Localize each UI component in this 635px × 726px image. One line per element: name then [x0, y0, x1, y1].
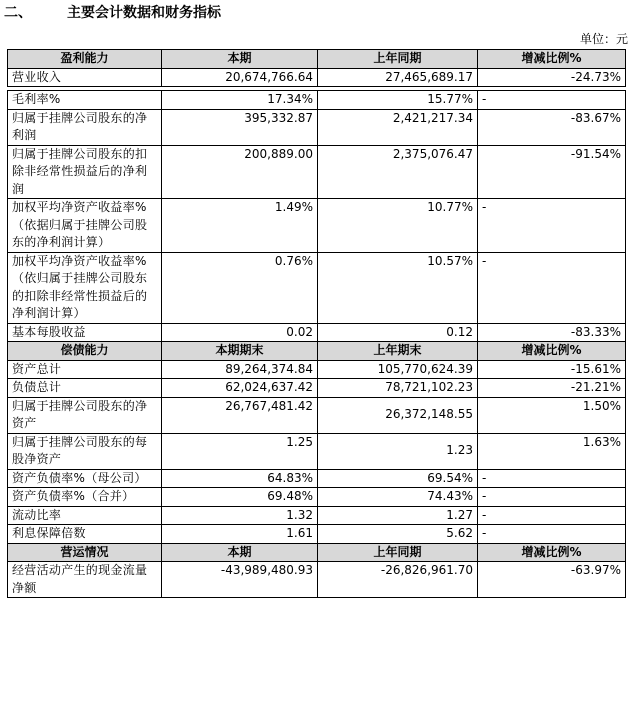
current-value: 62,024,637.42	[162, 379, 318, 398]
header-cell: 上年期末	[318, 342, 478, 361]
previous-value: 10.77%	[318, 199, 478, 253]
header-cell: 上年同期	[318, 50, 478, 69]
current-value: 69.48%	[162, 488, 318, 507]
change-value: 1.63%	[478, 433, 626, 469]
change-value: -91.54%	[478, 145, 626, 199]
table-row	[8, 252, 626, 323]
previous-value: 5.62	[318, 525, 478, 544]
current-value: 26,767,481.42	[162, 397, 318, 433]
row-label: 营业收入	[8, 68, 162, 87]
table-row	[8, 68, 626, 87]
row-label: 利息保障倍数	[8, 525, 162, 544]
table-header-row	[8, 50, 626, 69]
change-value: -15.61%	[478, 360, 626, 379]
header-cell: 增减比例%	[478, 342, 626, 361]
previous-value: -26,826,961.70	[318, 562, 478, 598]
table-row	[8, 360, 626, 379]
table-row	[8, 433, 626, 469]
table-row	[8, 506, 626, 525]
current-value: 89,264,374.84	[162, 360, 318, 379]
change-value: -	[478, 199, 626, 253]
current-value: 395,332.87	[162, 109, 318, 145]
row-label: 资产总计	[8, 360, 162, 379]
table-row	[8, 199, 626, 253]
table-header-row	[8, 342, 626, 361]
current-value: 20,674,766.64	[162, 68, 318, 87]
table-row	[8, 488, 626, 507]
change-value: -	[478, 488, 626, 507]
current-value: 17.34%	[162, 91, 318, 110]
header-cell: 偿债能力	[8, 342, 162, 361]
table-header-row	[8, 543, 626, 562]
table-row	[8, 469, 626, 488]
current-value: 64.83%	[162, 469, 318, 488]
row-label: 加权平均净资产收益率%（依据归属于挂牌公司股东的净利润计算）	[8, 199, 162, 253]
previous-value: 78,721,102.23	[318, 379, 478, 398]
row-label: 归属于挂牌公司股东的净资产	[8, 397, 162, 433]
section-number: 二、	[4, 5, 32, 21]
header-cell: 本期	[162, 543, 318, 562]
previous-value: 2,421,217.34	[318, 109, 478, 145]
previous-value: 15.77%	[318, 91, 478, 110]
row-label: 加权平均净资产收益率%（依归属于挂牌公司股东的扣除非经常性损益后的净利润计算）	[8, 252, 162, 323]
current-value: 1.25	[162, 433, 318, 469]
header-cell: 增减比例%	[478, 50, 626, 69]
previous-value: 2,375,076.47	[318, 145, 478, 199]
row-label: 经营活动产生的现金流量净额	[8, 562, 162, 598]
table-row	[8, 109, 626, 145]
row-label: 毛利率%	[8, 91, 162, 110]
change-value: -63.97%	[478, 562, 626, 598]
previous-value: 105,770,624.39	[318, 360, 478, 379]
row-label: 归属于挂牌公司股东的净利润	[8, 109, 162, 145]
change-value: -	[478, 506, 626, 525]
row-label: 基本每股收益	[8, 323, 162, 342]
section-title: 主要会计数据和财务指标	[67, 5, 221, 21]
current-value: 0.76%	[162, 252, 318, 323]
previous-value: 26,372,148.55	[318, 397, 478, 433]
header-cell: 本期期末	[162, 342, 318, 361]
change-value: -	[478, 525, 626, 544]
previous-value: 1.27	[318, 506, 478, 525]
table-row	[8, 145, 626, 199]
row-label: 归属于挂牌公司股东的每股净资产	[8, 433, 162, 469]
row-label: 资产负债率%（合并）	[8, 488, 162, 507]
header-cell: 增减比例%	[478, 543, 626, 562]
table-row	[8, 379, 626, 398]
change-value: -24.73%	[478, 68, 626, 87]
row-label: 资产负债率%（母公司）	[8, 469, 162, 488]
unit-label: 单位：元	[579, 32, 628, 46]
row-label: 负债总计	[8, 379, 162, 398]
table-row	[8, 91, 626, 110]
change-value: 1.50%	[478, 397, 626, 433]
change-value: -83.67%	[478, 109, 626, 145]
table-row	[8, 323, 626, 342]
header-cell: 盈利能力	[8, 50, 162, 69]
financial-data-table	[7, 49, 626, 598]
previous-value: 1.23	[318, 433, 478, 469]
previous-value: 10.57%	[318, 252, 478, 323]
table-row	[8, 562, 626, 598]
table-row	[8, 525, 626, 544]
change-value: -	[478, 252, 626, 323]
table-row	[8, 397, 626, 433]
current-value: 0.02	[162, 323, 318, 342]
change-value: -21.21%	[478, 379, 626, 398]
current-value: 1.32	[162, 506, 318, 525]
row-label: 归属于挂牌公司股东的扣除非经常性损益后的净利润	[8, 145, 162, 199]
change-value: -83.33%	[478, 323, 626, 342]
current-value: 200,889.00	[162, 145, 318, 199]
previous-value: 69.54%	[318, 469, 478, 488]
change-value: -	[478, 469, 626, 488]
previous-value: 74.43%	[318, 488, 478, 507]
header-cell: 营运情况	[8, 543, 162, 562]
previous-value: 0.12	[318, 323, 478, 342]
current-value: 1.61	[162, 525, 318, 544]
current-value: 1.49%	[162, 199, 318, 253]
header-cell: 上年同期	[318, 543, 478, 562]
row-label: 流动比率	[8, 506, 162, 525]
header-cell: 本期	[162, 50, 318, 69]
change-value: -	[478, 91, 626, 110]
current-value: -43,989,480.93	[162, 562, 318, 598]
previous-value: 27,465,689.17	[318, 68, 478, 87]
